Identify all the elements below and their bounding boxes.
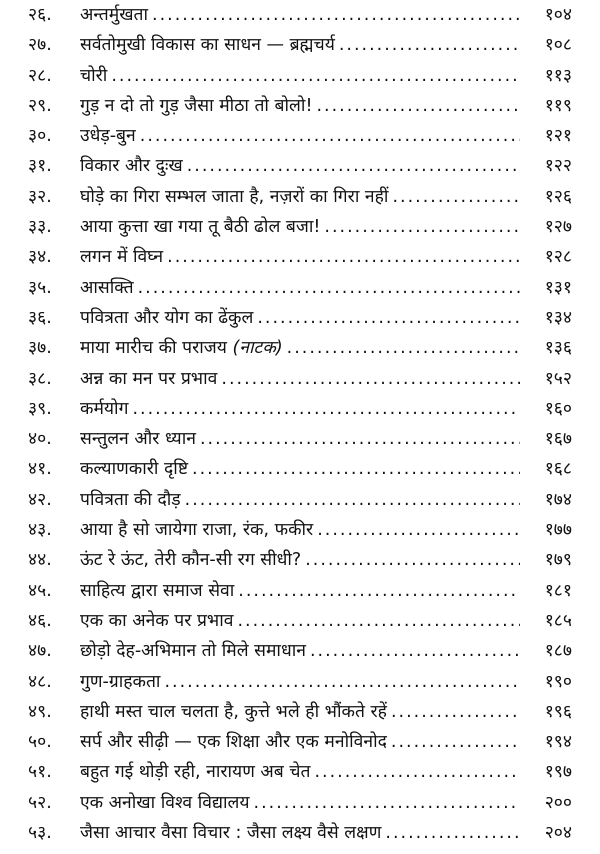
entry-number: ४४. <box>28 550 52 571</box>
dot-leader <box>140 126 520 146</box>
entry-title <box>80 335 283 359</box>
entry-title-text: एक का अनेक पर प्रभाव <box>80 610 234 631</box>
dot-leader <box>192 459 520 479</box>
toc-entry <box>28 335 572 365</box>
entry-page-number: १६० <box>544 398 572 419</box>
entry-title-text: अन्न का मन पर प्रभाव <box>80 368 218 389</box>
entry-number: ५३. <box>28 823 52 844</box>
entry-page-number: १३६ <box>544 338 572 359</box>
entry-number: ३८. <box>28 368 52 389</box>
toc-entry <box>28 547 572 577</box>
entry-title <box>80 32 335 56</box>
entry-title-text: चोरी <box>80 65 108 86</box>
dot-leader <box>221 369 520 389</box>
dot-leader <box>132 399 520 419</box>
toc-entry <box>28 517 572 547</box>
entry-page-number: १६८ <box>544 459 572 480</box>
entry-page-number: ११३ <box>544 65 572 86</box>
entry-title-text: सर्प और सीढ़ी — एक शिक्षा और एक मनोविनोद <box>80 732 387 753</box>
entry-title-text: गुड़ न दो तो गुड़ जैसा मीठा तो बोलो! <box>80 95 313 116</box>
entry-title <box>80 729 387 753</box>
entry-number: ३२. <box>28 186 52 207</box>
entry-title-text: कल्याणकारी दृष्टि <box>80 459 189 480</box>
entry-title-text: सन्तुलन और ध्यान <box>80 429 196 450</box>
entry-title <box>80 366 217 390</box>
entry-title-text: साहित्य द्वारा समाज सेवा <box>80 580 235 601</box>
entry-title-text: पवित्रता और योग का ढेंकुल <box>80 307 254 328</box>
entry-title <box>80 820 381 844</box>
entry-page-number: १८१ <box>544 580 572 601</box>
toc-entry <box>28 93 572 123</box>
entry-title <box>80 608 233 632</box>
dot-leader <box>392 187 520 207</box>
toc-entry <box>28 487 572 517</box>
entry-title <box>80 456 188 480</box>
dot-leader <box>391 732 520 752</box>
entry-number: ५२. <box>28 792 52 813</box>
entry-title-text: लगन में विघ्न <box>80 247 164 268</box>
entry-page-number: १९० <box>544 671 572 692</box>
entry-number: ४२. <box>28 489 52 510</box>
entry-number: २६. <box>28 5 52 25</box>
entry-title-text: पवित्रता की दौड़ <box>80 489 181 510</box>
entry-title <box>80 759 310 783</box>
entry-number: २९. <box>28 95 52 116</box>
entry-number: ३७. <box>28 338 52 359</box>
toc-entry <box>28 63 572 93</box>
entry-page-number: २०० <box>544 792 572 813</box>
entry-title <box>80 517 313 541</box>
entry-title <box>80 669 160 693</box>
entry-number: ३९. <box>28 398 52 419</box>
toc-entry <box>28 366 572 396</box>
dot-leader <box>287 338 520 358</box>
entry-page-number: १९६ <box>544 701 572 722</box>
toc-entry <box>28 2 572 32</box>
entry-title <box>80 699 387 723</box>
toc-entry <box>28 669 572 699</box>
entry-page-number: १८७ <box>544 641 572 662</box>
entry-number: ४८. <box>28 671 52 692</box>
dot-leader <box>317 520 520 540</box>
entry-title <box>80 2 148 26</box>
entry-title <box>80 396 128 420</box>
entry-number: ४०. <box>28 429 52 450</box>
toc-entry <box>28 123 572 153</box>
dot-leader <box>138 278 520 298</box>
entry-title-text: कर्मयोग <box>80 398 129 419</box>
entry-title-text: बहुत गई थोड़ी रही, नारायण अब चेत <box>80 762 311 783</box>
entry-page-number: १२८ <box>544 247 572 268</box>
entry-page-number: १९४ <box>544 732 572 753</box>
entry-title <box>80 93 312 117</box>
entry-title-text: अन्तर्मुखता <box>80 5 149 25</box>
entry-number: ५१. <box>28 762 52 783</box>
dot-leader <box>185 490 520 510</box>
toc-entry <box>28 275 572 305</box>
dot-leader <box>339 35 520 55</box>
entry-title <box>80 487 181 511</box>
entry-title-text: विकार और दुःख <box>80 156 183 177</box>
entry-title-text: सर्वतोमुखी विकास का साधन — ब्रह्मचर्य <box>80 35 335 56</box>
entry-page-number: १३१ <box>544 277 572 298</box>
entry-title-text: आया कुत्ता खा गया तू बैठी ढोल बजा! <box>80 217 321 238</box>
dot-leader <box>391 702 520 722</box>
entry-number: ४३. <box>28 520 52 541</box>
toc-entry <box>28 426 572 456</box>
toc-entry <box>28 214 572 244</box>
dot-leader <box>316 96 520 116</box>
entry-title-text: एक अनोखा विश्व विद्यालय <box>80 792 250 813</box>
entry-title <box>80 790 250 814</box>
entry-title-text: माया मारीच की पराजय <box>80 338 227 359</box>
entry-title <box>80 184 388 208</box>
entry-page-number: १५२ <box>544 368 572 389</box>
dot-leader <box>310 641 520 661</box>
dot-leader <box>187 156 520 176</box>
entry-title-text: जैसा आचार वैसा विचार : जैसा लक्ष्य वैसे लक्षण <box>80 823 382 844</box>
entry-number: २८. <box>28 65 52 86</box>
entry-title-text: आया है सो जायेगा राजा, रंक, फकीर <box>80 520 314 541</box>
entry-number: ४६. <box>28 610 52 631</box>
toc-entry <box>28 699 572 729</box>
entry-title-text: घोड़े का गिरा सम्भल जाता है, नज़रों का गिरा नहीं <box>80 186 389 207</box>
entry-number: ३३. <box>28 217 52 238</box>
toc-entry <box>28 790 572 820</box>
entry-number: ३६. <box>28 307 52 328</box>
entry-title <box>80 244 163 268</box>
dot-leader <box>237 611 520 631</box>
dot-leader <box>257 308 520 328</box>
entry-title <box>80 123 136 147</box>
entry-page-number: १७७ <box>544 520 572 541</box>
toc-entry <box>28 578 572 608</box>
dot-leader <box>238 581 520 601</box>
dot-leader <box>167 247 520 267</box>
dot-leader <box>254 793 520 813</box>
toc-entry <box>28 820 572 850</box>
toc-entry <box>28 396 572 426</box>
dot-leader <box>164 672 520 692</box>
entry-title-text: ऊंट रे ऊंट, तेरी कौन-सी रग सीधी? <box>80 550 302 571</box>
entry-page-number: १३४ <box>544 307 572 328</box>
dot-leader <box>314 762 520 782</box>
entry-page-number: २०४ <box>544 823 572 844</box>
toc-entry <box>28 759 572 789</box>
entry-title-note: (नाटक) <box>232 338 283 359</box>
entry-title-text: उधेड़-बुन <box>80 126 136 147</box>
toc-entry <box>28 184 572 214</box>
toc-entry <box>28 32 572 62</box>
toc-entry <box>28 305 572 335</box>
entry-title <box>80 305 253 329</box>
entry-number: ३४. <box>28 247 52 268</box>
entry-page-number: १८५ <box>544 610 572 631</box>
entry-number: ३५. <box>28 277 52 298</box>
entry-number: ३१. <box>28 156 52 177</box>
entry-page-number: १७४ <box>544 489 572 510</box>
toc-entry <box>28 244 572 274</box>
entry-title-text: छोड़ो देह-अभिमान तो मिले समाधान <box>80 641 306 662</box>
entry-page-number: १२२ <box>544 156 572 177</box>
entry-page-number: १०४ <box>544 5 572 25</box>
entry-title <box>80 638 306 662</box>
entry-title <box>80 153 183 177</box>
entry-title <box>80 426 196 450</box>
dot-leader <box>200 429 520 449</box>
entry-number: ४९. <box>28 701 52 722</box>
toc-entry <box>28 153 572 183</box>
entry-page-number: १२६ <box>544 186 572 207</box>
entry-title <box>80 214 320 238</box>
entry-page-number: १६७ <box>544 429 572 450</box>
table-of-contents <box>0 2 600 850</box>
entry-title <box>80 275 134 299</box>
entry-number: ४७. <box>28 641 52 662</box>
entry-title <box>80 547 301 571</box>
entry-title-text: आसक्ति <box>80 277 134 298</box>
entry-title <box>80 578 234 602</box>
entry-page-number: १७९ <box>544 550 572 571</box>
entry-page-number: १२१ <box>544 126 572 147</box>
entry-number: ३०. <box>28 126 52 147</box>
dot-leader <box>324 217 520 237</box>
entry-number: ५०. <box>28 732 52 753</box>
entry-number: ४५. <box>28 580 52 601</box>
entry-page-number: १२७ <box>544 217 572 238</box>
entry-number: २७. <box>28 35 52 56</box>
dot-leader <box>305 550 520 570</box>
toc-entry <box>28 608 572 638</box>
dot-leader <box>111 66 520 86</box>
entry-page-number: १०८ <box>544 35 572 56</box>
toc-entry <box>28 729 572 759</box>
entry-title <box>80 63 107 87</box>
dot-leader <box>152 5 520 25</box>
entry-title-text: हाथी मस्त चाल चलता है, कुत्ते भले ही भौंकते रहें <box>80 701 387 722</box>
toc-entry <box>28 638 572 668</box>
dot-leader <box>385 823 520 843</box>
entry-page-number: ११९ <box>544 95 572 116</box>
entry-number: ४१. <box>28 459 52 480</box>
entry-title-text: गुण-ग्राहकता <box>80 671 161 692</box>
entry-page-number: १९७ <box>544 762 572 783</box>
toc-entry <box>28 456 572 486</box>
